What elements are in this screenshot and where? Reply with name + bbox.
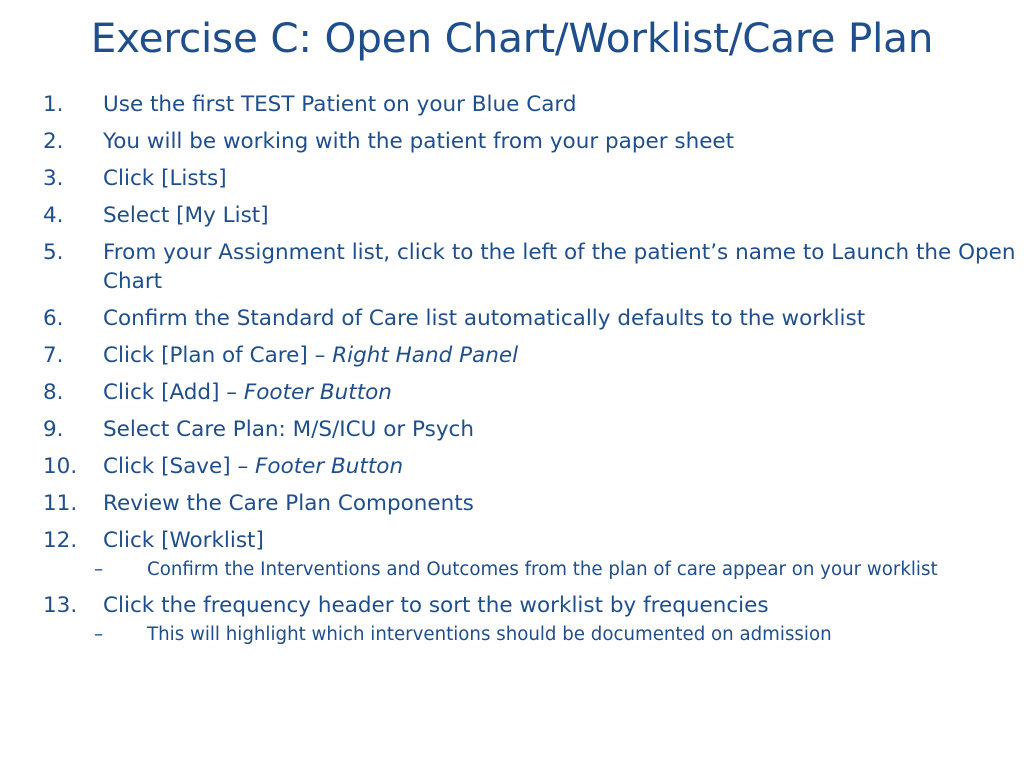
step-number: 8. (43, 380, 64, 405)
step-number: 10. (43, 454, 78, 479)
list-item (0, 526, 1024, 555)
list-item (0, 341, 1024, 370)
list-item (0, 201, 1024, 230)
step-text: Click the frequency header to sort the worklist by frequencies (103, 593, 769, 618)
list-item (0, 452, 1024, 481)
list-item (0, 591, 1024, 620)
step-text: Use the first TEST Patient on your Blue Card (103, 92, 577, 117)
list-item (0, 304, 1024, 333)
step-text: Review the Care Plan Components (103, 491, 474, 516)
sub-list-item (0, 622, 1024, 647)
step-text: Select [My List] (103, 203, 269, 228)
dash-bullet: – (94, 624, 104, 645)
step-text: Click [Lists] (103, 166, 227, 191)
list-item (0, 238, 1024, 296)
step-text-italic: Footer Button (255, 454, 404, 479)
step-text-italic: Right Hand Panel (332, 343, 519, 368)
step-text: Select Care Plan: M/S/ICU or Psych (103, 417, 474, 442)
step-text (103, 380, 392, 405)
step-text-plain: Click [Add] – (103, 380, 244, 405)
list-item (0, 164, 1024, 193)
list-item (0, 127, 1024, 156)
list-item (0, 90, 1024, 119)
step-text-italic: Footer Button (243, 380, 392, 405)
step-number: 11. (43, 491, 78, 516)
list-item (0, 489, 1024, 518)
step-number: 4. (43, 203, 64, 228)
step-number: 3. (43, 166, 64, 191)
step-list (0, 90, 1024, 656)
list-item (0, 415, 1024, 444)
sub-step-text: Confirm the Interventions and Outcomes from the plan of care appear on your worklist (147, 559, 938, 580)
step-text-plain: Click [Save] – (103, 454, 256, 479)
sub-step-text: This will highlight which interventions should be documented on admission (147, 624, 832, 645)
step-text: Click [Worklist] (103, 528, 264, 553)
step-text: From your Assignment list, click to the left of the patient’s name to Launch the Open Chart (103, 240, 1016, 294)
step-number: 6. (43, 306, 64, 331)
dash-bullet: – (94, 559, 104, 580)
step-number: 1. (43, 92, 64, 117)
step-text: You will be working with the patient from your paper sheet (103, 129, 735, 154)
list-item (0, 378, 1024, 407)
step-number: 9. (43, 417, 64, 442)
step-text (103, 343, 518, 368)
slide-title: Exercise C: Open Chart/Worklist/Care Plan (90, 14, 934, 62)
step-number: 13. (43, 593, 78, 618)
step-number: 5. (43, 240, 64, 265)
step-number: 7. (43, 343, 64, 368)
sub-list-item (0, 557, 1024, 582)
step-text: Confirm the Standard of Care list automatically defaults to the worklist (103, 306, 866, 331)
step-text-plain: Click [Plan of Care] – (103, 343, 333, 368)
step-number: 12. (43, 528, 78, 553)
step-number: 2. (43, 129, 64, 154)
step-text (103, 454, 403, 479)
